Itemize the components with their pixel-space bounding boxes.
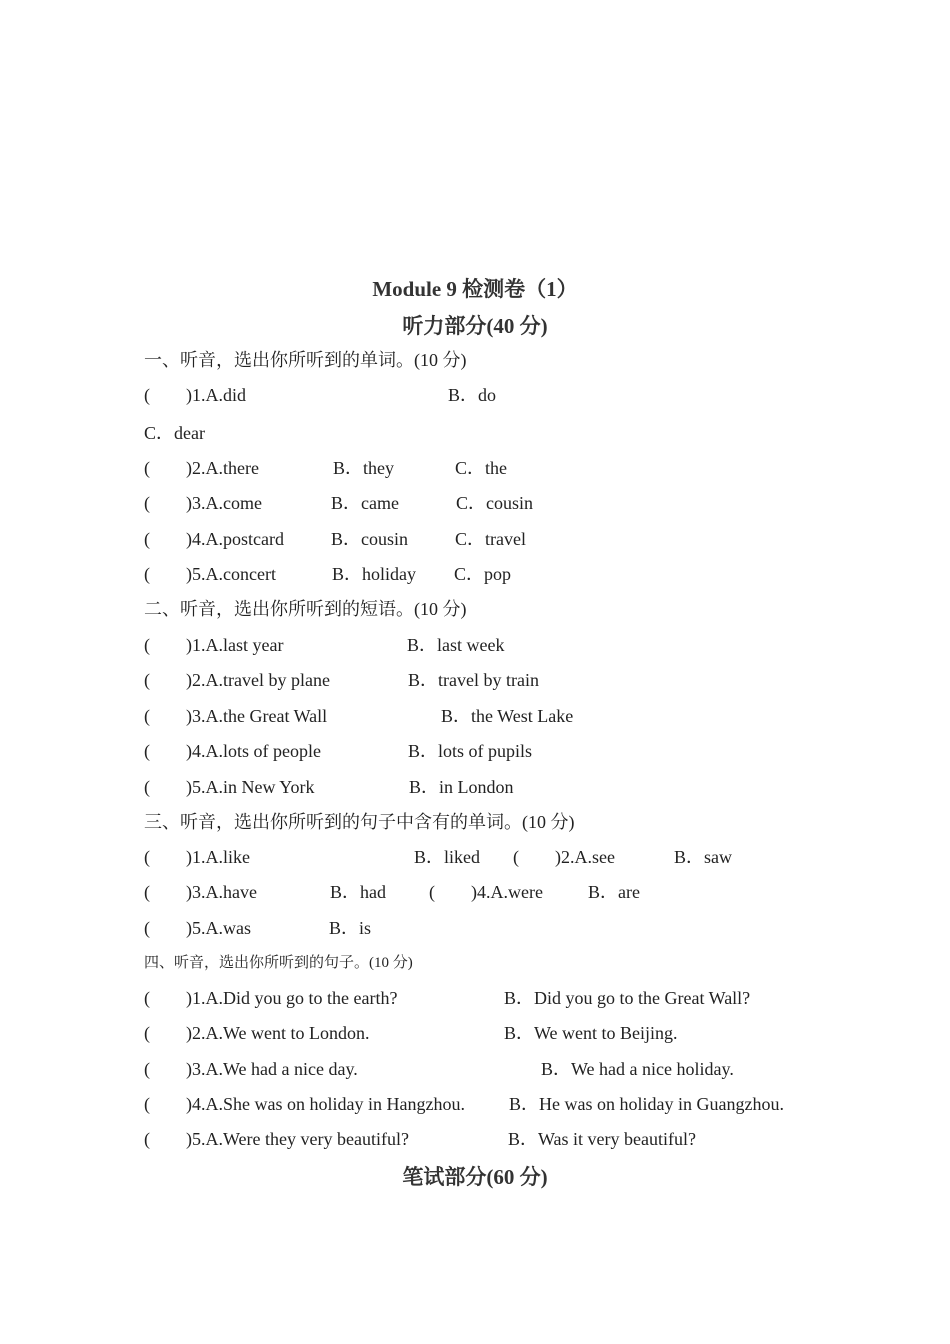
option-b: B．the West Lake [441,706,574,726]
option-b: B．had [330,882,386,902]
option-b: B．do [448,385,497,405]
option-c: C．dear [144,423,205,443]
option-a: ( )1.A.did [144,385,246,405]
option-b: B．We had a nice holiday. [541,1059,734,1079]
option-b: B．lots of pupils [408,741,533,761]
option-a: ( )1.A.last year [144,635,284,655]
option-a: ( )3.A.the Great Wall [144,706,328,726]
option-c: C．travel [455,529,526,549]
section-2-heading: 二、听音，选出你所听到的短语。(10 分) [144,599,467,619]
option-b: B．We went to Beijing. [504,1023,678,1043]
listening-section-title: 听力部分(40 分) [402,314,548,338]
option-a: ( )5.A.in New York [144,777,315,797]
option-b: B．they [333,458,394,478]
option-a: ( )2.A.there [144,458,259,478]
section-4-heading: 四、听音，选出你所听到的句子。(10 分) [144,955,413,971]
option-b: B．cousin [331,529,409,549]
option-a-q2: ( )2.A.see [513,847,615,867]
option-a: ( )3.A.come [144,493,262,513]
option-a: ( )3.A.We had a nice day. [144,1059,358,1079]
option-a: ( )1.A.Did you go to the earth? [144,988,398,1008]
option-c: C．pop [454,564,512,584]
option-b-q4: B．are [588,882,640,902]
option-a-q4: ( )4.A.were [429,882,543,902]
option-a: ( )2.A.We went to London. [144,1023,370,1043]
option-a: ( )5.A.concert [144,564,276,584]
option-a: ( )4.A.She was on holiday in Hangzhou. [144,1094,465,1114]
section-1-heading: 一、听音，选出你所听到的单词。(10 分) [144,350,467,370]
option-b: B．Did you go to the Great Wall? [504,988,751,1008]
option-a: ( )5.A.Were they very beautiful? [144,1129,409,1149]
option-b: B．Was it very beautiful? [508,1129,696,1149]
option-b-q2: B．saw [674,847,732,867]
option-b: B．is [329,918,372,938]
option-b: B．came [331,493,399,513]
option-a: ( )4.A.postcard [144,529,284,549]
exam-title: Module 9 检测卷（1） [372,277,578,301]
option-a: ( )4.A.lots of people [144,741,321,761]
option-b: B．in London [409,777,514,797]
option-a: ( )1.A.like [144,847,250,867]
option-b: B．liked [414,847,480,867]
writing-section-title: 笔试部分(60 分) [402,1165,548,1189]
option-b: B．He was on holiday in Guangzhou. [509,1094,784,1114]
option-a: ( )5.A.was [144,918,251,938]
option-b: B．travel by train [408,670,539,690]
option-b: B．last week [407,635,505,655]
option-c: C．cousin [456,493,534,513]
option-a: ( )3.A.have [144,882,257,902]
option-b: B．holiday [332,564,416,584]
section-3-heading: 三、听音，选出你所听到的句子中含有的单词。(10 分) [144,812,575,832]
option-a: ( )2.A.travel by plane [144,670,330,690]
option-c: C．the [455,458,507,478]
